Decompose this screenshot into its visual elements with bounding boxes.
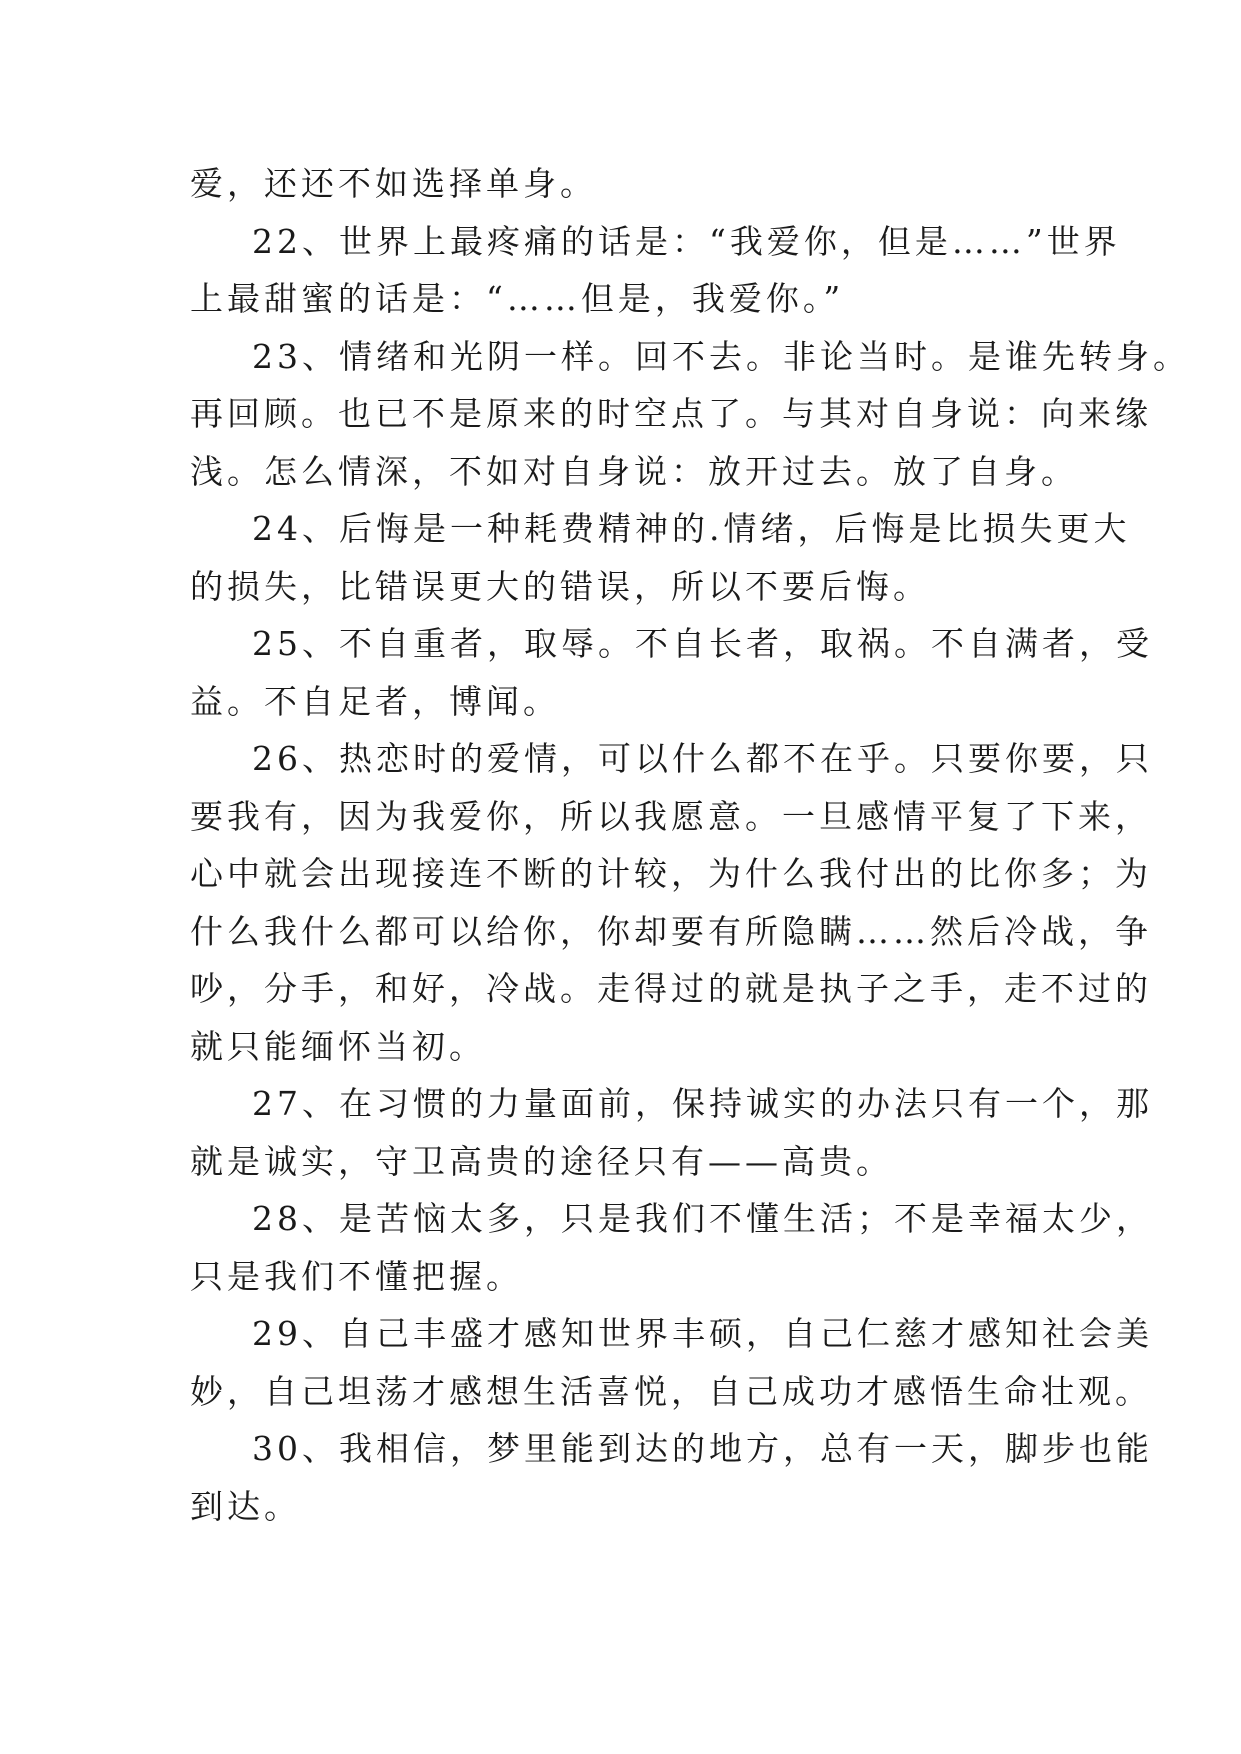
text-line: 浅。怎么情深，不如对自身说：放开过去。放了自身。 (190, 451, 1078, 491)
text-line: 妙，自己坦荡才感想生活喜悦，自己成功才感悟生命壮观。 (190, 1371, 1152, 1411)
text-line: 爱，还还不如选择单身。 (190, 164, 597, 203)
text-line: 要我有，因为我爱你，所以我愿意。一旦感情平复了下来， (190, 796, 1152, 836)
text-line: 27、在习惯的力量面前，保持诚实的办法只有一个，那 (252, 1084, 1153, 1123)
text-line: 心中就会出现接连不断的计较，为什么我付出的比你多；为 (190, 854, 1152, 893)
text-line: 就是诚实，守卫高贵的途径只有——高贵。 (190, 1141, 893, 1181)
text-line: 24、后悔是一种耗费精神的.情绪，后悔是比损失更大 (252, 509, 1131, 548)
text-line: 的损失，比错误更大的错误，所以不要后悔。 (190, 566, 930, 606)
text-line: 30、我相信，梦里能到达的地方，总有一天，脚步也能 (252, 1429, 1153, 1468)
document-body (190, 155, 1190, 1535)
text-line: 只是我们不懂把握。 (190, 1256, 523, 1296)
text-line: 23、情绪和光阴一样。回不去。非论当时。是谁先转身。 (252, 336, 1190, 376)
text-line: 益。不自足者，博闻。 (190, 681, 560, 721)
text-line: 25、不自重者，取辱。不自长者，取祸。不自满者，受 (252, 624, 1153, 663)
text-line: 28、是苦恼太多，只是我们不懂生活；不是幸福太少， (252, 1199, 1153, 1238)
text-line: 什么我什么都可以给你，你却要有所隐瞒……然后冷战，争 (190, 911, 1152, 951)
text-line: 到达。 (190, 1486, 301, 1526)
text-line: 吵，分手，和好，冷战。走得过的就是执子之手，走不过的 (190, 969, 1152, 1008)
text-line: 26、热恋时的爱情，可以什么都不在乎。只要你要，只 (252, 739, 1153, 778)
text-line: 29、自己丰盛才感知世界丰硕，自己仁慈才感知社会美 (252, 1314, 1153, 1353)
text-line: 再回顾。也已不是原来的时空点了。与其对自身说：向来缘 (190, 394, 1152, 433)
text-line: 上最甜蜜的话是：“……但是，我爱你。” (190, 279, 845, 318)
text-line: 22、世界上最疼痛的话是：“我爱你，但是……”世界 (252, 221, 1121, 261)
text-line: 就只能缅怀当初。 (190, 1026, 486, 1066)
